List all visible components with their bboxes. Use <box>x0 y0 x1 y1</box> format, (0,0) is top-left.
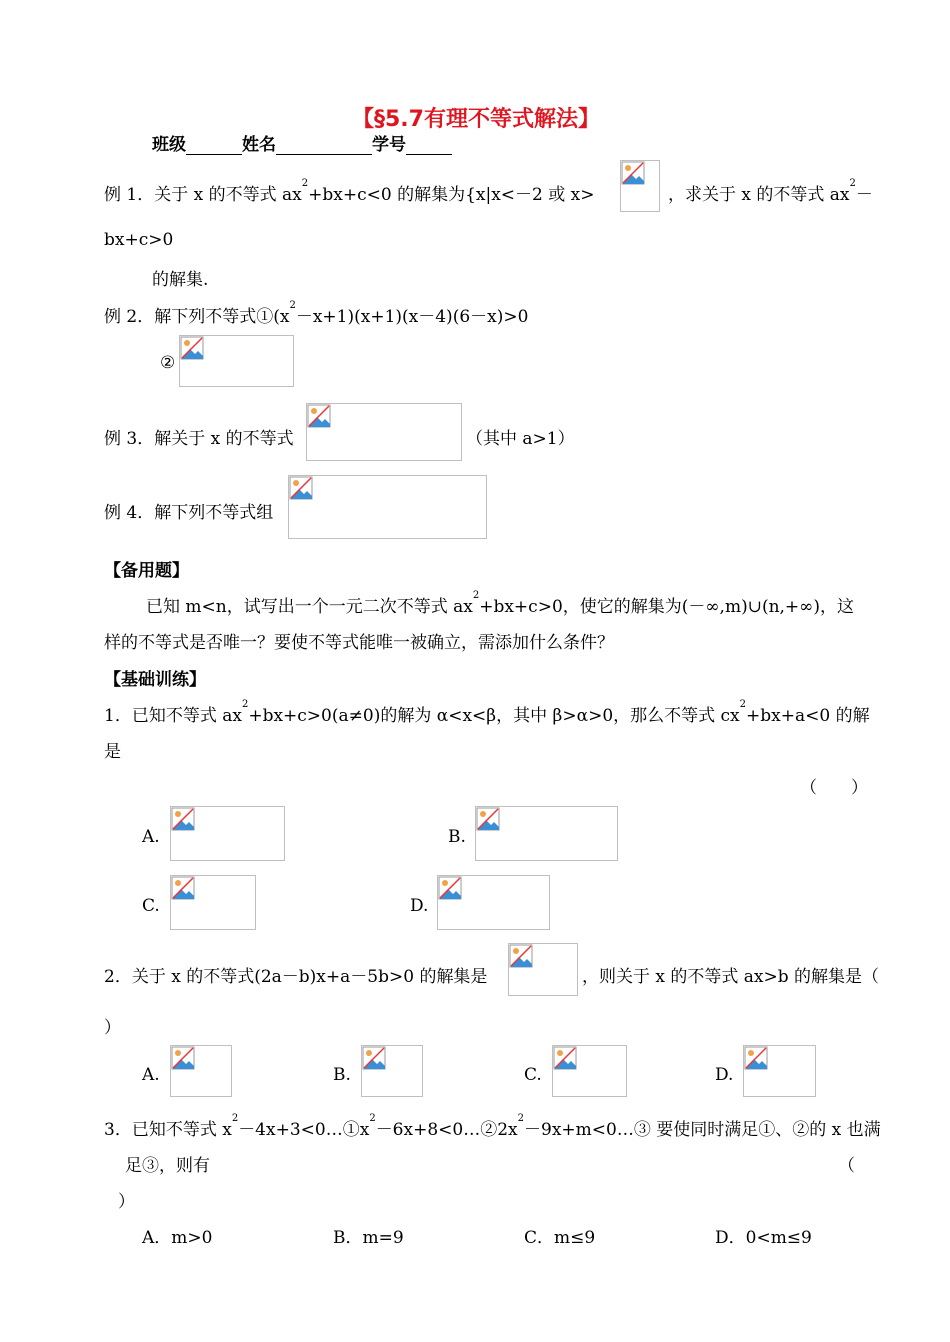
q1-option-a-label[interactable]: A. <box>142 827 160 847</box>
ex1-text-a: 例 1．关于 x 的不等式 ax <box>104 185 302 205</box>
formula-image-placeholder <box>306 403 462 461</box>
broken-image-icon <box>438 876 462 900</box>
backup-text-a: 已知 m<n，试写出一个一元二次不等式 ax <box>146 597 473 617</box>
example-1-line1b <box>668 180 873 205</box>
q1-option-b-label[interactable]: B. <box>448 827 466 847</box>
formula-image-placeholder <box>361 1045 423 1097</box>
q2-option-b-label[interactable]: B. <box>333 1065 351 1085</box>
backup-heading: 【备用题】 <box>104 561 189 581</box>
question-2-line2: ） <box>104 1018 121 1038</box>
backup-line1 <box>146 592 854 617</box>
q2-option-d-label[interactable]: D. <box>715 1065 734 1085</box>
superscript: 2 <box>472 590 480 601</box>
ex1-text-d: － <box>855 185 873 205</box>
formula-image-placeholder <box>170 875 256 930</box>
class-label: 班级 <box>152 135 186 155</box>
backup-text-b: +bx+c>0，使它的解集为(－∞,m)∪(n,+∞)，这 <box>479 597 854 617</box>
name-label: 姓名 <box>242 135 276 155</box>
superscript: 2 <box>849 178 856 189</box>
q3-option-b[interactable]: B．m=9 <box>333 1228 404 1248</box>
class-blank[interactable] <box>186 136 242 155</box>
superscript: 2 <box>369 1113 376 1124</box>
q3-text-b: －4x+3<0…①x <box>238 1120 370 1140</box>
page-title: 【§5.7有理不等式解法】 <box>352 107 600 132</box>
example-2-line1 <box>104 302 528 327</box>
broken-image-icon <box>476 807 500 831</box>
superscript: 2 <box>289 300 296 311</box>
example-1-line1a <box>104 180 595 205</box>
superscript: 2 <box>241 699 249 710</box>
broken-image-icon <box>289 476 313 500</box>
broken-image-icon <box>509 944 533 968</box>
broken-image-icon <box>171 807 195 831</box>
question-2-line1b: ，则关于 x 的不等式 ax>b 的解集是（ <box>582 967 880 987</box>
q1-option-c-label[interactable]: C. <box>142 896 160 916</box>
q3-option-d[interactable]: D．0<m≤9 <box>715 1228 812 1248</box>
example-3-text: 例 3．解关于 x 的不等式 <box>104 429 294 449</box>
ex1-text-b: +bx+c<0 的解集为{x|x<－2 或 x> <box>308 185 595 205</box>
formula-image-placeholder <box>170 1045 232 1097</box>
broken-image-icon <box>307 404 331 428</box>
broken-image-icon <box>553 1046 577 1070</box>
ex2-text-b: －x+1)(x+1)(x－4)(6－x)>0 <box>295 307 529 327</box>
question-1-answer-paren: （ ） <box>800 778 868 798</box>
example-3-condition: （其中 a>1） <box>466 429 575 449</box>
q1-text-c: +bx+a<0 的解 <box>746 706 870 726</box>
q3-text-d: －9x+m<0…③ 要使同时满足①、②的 x 也满 <box>524 1120 881 1140</box>
example-2-circle-2: ② <box>160 353 176 373</box>
question-3-paren-open: （ <box>838 1156 855 1176</box>
question-1-line2: 是 <box>104 742 121 762</box>
formula-image-placeholder <box>437 875 550 930</box>
formula-image-placeholder <box>508 943 578 996</box>
question-2-line1a: 2．关于 x 的不等式(2a－b)x+a－5b>0 的解集是 <box>104 967 488 987</box>
broken-image-icon <box>621 161 645 185</box>
broken-image-icon <box>171 1046 195 1070</box>
question-3-line1 <box>104 1115 881 1140</box>
ex2-text-a: 例 2．解下列不等式①(x <box>104 307 290 327</box>
broken-image-icon <box>171 876 195 900</box>
superscript: 2 <box>231 1113 239 1124</box>
question-1-line1 <box>104 701 870 726</box>
formula-image-placeholder <box>179 335 294 387</box>
q1-option-d-label[interactable]: D. <box>410 896 429 916</box>
question-3-paren-close: ） <box>118 1192 135 1212</box>
example-1-line3: 的解集. <box>152 270 209 290</box>
training-heading: 【基础训练】 <box>104 670 206 690</box>
q2-option-c-label[interactable]: C. <box>524 1065 542 1085</box>
name-blank[interactable] <box>276 136 372 155</box>
example-4-text: 例 4．解下列不等式组 <box>104 503 274 523</box>
superscript: 2 <box>301 178 309 189</box>
question-3-line2: 足③，则有 <box>125 1156 210 1176</box>
broken-image-icon <box>180 336 204 360</box>
formula-image-placeholder <box>170 806 285 861</box>
formula-image-placeholder <box>743 1045 816 1097</box>
formula-image-placeholder <box>620 160 660 212</box>
formula-image-placeholder <box>552 1045 627 1097</box>
q1-text-b: +bx+c>0(a≠0)的解为 α<x<β，其中 β>α>0，那么不等式 cx <box>248 706 740 726</box>
formula-image-placeholder <box>475 806 618 861</box>
backup-line2: 样的不等式是否唯一？要使不等式能唯一被确立，需添加什么条件？ <box>104 633 614 653</box>
number-label: 学号 <box>372 135 406 155</box>
student-info-row <box>152 130 452 155</box>
formula-image-placeholder <box>288 475 487 539</box>
number-blank[interactable] <box>406 136 452 155</box>
broken-image-icon <box>744 1046 768 1070</box>
example-1-line2: bx+c>0 <box>104 230 174 250</box>
q3-text-a: 3．已知不等式 x <box>104 1120 232 1140</box>
ex1-text-c: ，求关于 x 的不等式 ax <box>668 185 850 205</box>
broken-image-icon <box>362 1046 386 1070</box>
q3-option-c[interactable]: C．m≤9 <box>524 1228 596 1248</box>
q3-option-a[interactable]: A．m>0 <box>142 1228 213 1248</box>
q1-text-a: 1．已知不等式 ax <box>104 706 242 726</box>
superscript: 2 <box>739 699 747 710</box>
q3-text-c: －6x+8<0…②2x <box>375 1120 518 1140</box>
q2-option-a-label[interactable]: A. <box>142 1065 160 1085</box>
superscript: 2 <box>517 1113 524 1124</box>
